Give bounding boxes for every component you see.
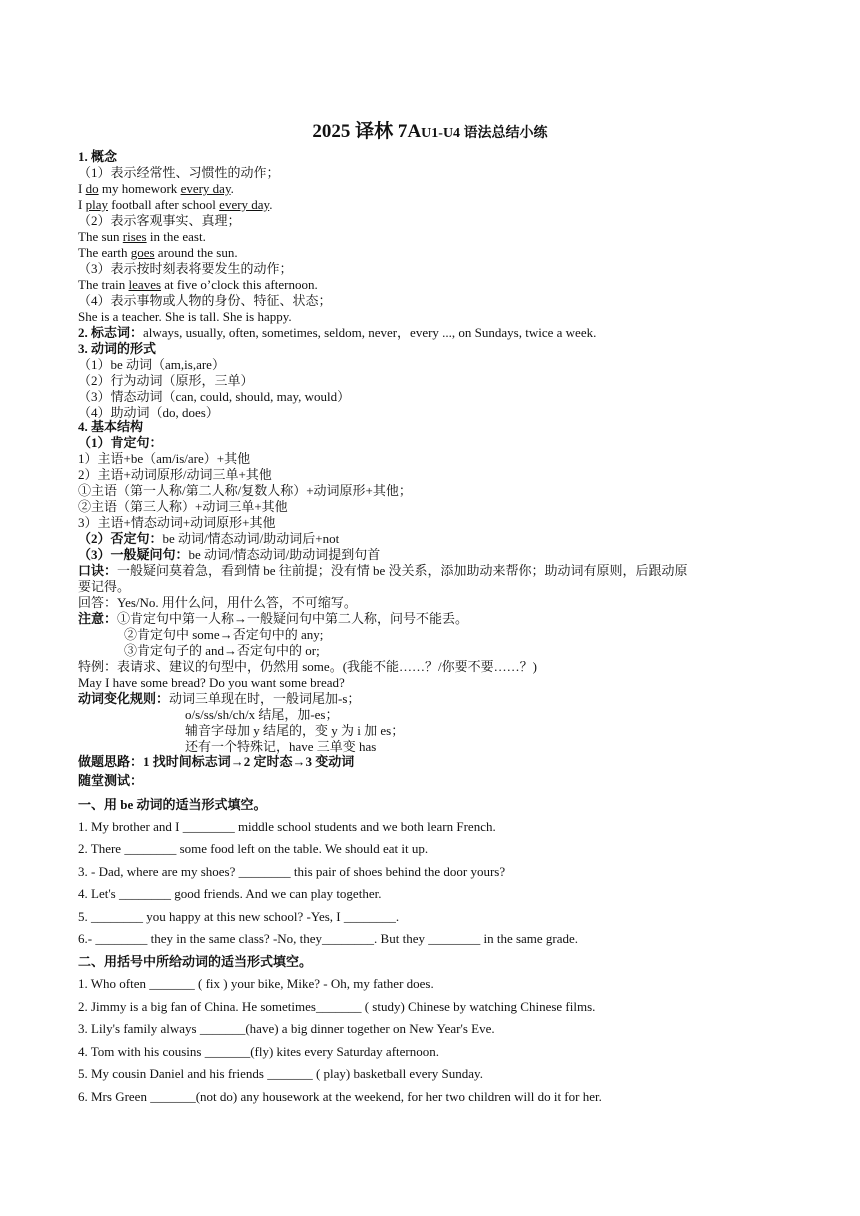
verb-form-item: （2）行为动词（原形，三单） bbox=[78, 373, 254, 388]
section-3-heading: 3. 动词的形式 bbox=[78, 341, 157, 356]
answer-rule: 回答：Yes/No. 用什么问，用什么答，不可缩写。 bbox=[78, 595, 357, 610]
example-sentence: I do my homework every day. bbox=[78, 181, 234, 196]
exercise-item: 3. - Dad, where are my shoes? ________ this pair of shoes behind the door yours? bbox=[78, 864, 506, 879]
signal-words: 2. 标志词：always, usually, often, sometimes, seldom, never，every ..., on Sundays, twice a week. bbox=[78, 325, 597, 340]
note: ③肯定句子的 and→否定句中的 or; bbox=[124, 643, 320, 658]
concept-point-2: （2）表示客观事实、真理； bbox=[78, 213, 241, 228]
example-sentence: The sun rises in the east. bbox=[78, 229, 206, 244]
verb-form-item: （3）情态动词（can, could, should, may, would） bbox=[78, 389, 351, 404]
note: 注意：①肯定句中第一人称→一般疑问句中第二人称，问号不能丢。 bbox=[78, 611, 469, 626]
section-1-heading: 1. 概念 bbox=[78, 149, 118, 164]
exercise-item: 4. Tom with his cousins _______(fly) kites every Saturday afternoon. bbox=[78, 1044, 439, 1059]
verb-change-rule: 辅音字母加 y 结尾的，变 y 为 i 加 es； bbox=[185, 723, 405, 738]
example-sentence: She is a teacher. She is tall. She is happy. bbox=[78, 309, 292, 324]
structure-rule: ②主语（第三人称）+动词三单+其他 bbox=[78, 499, 288, 514]
structure-rule: 1）主语+be（am/is/are）+其他 bbox=[78, 451, 251, 466]
exercise-item: 5. ________ you happy at this new school? -Yes, I ________. bbox=[78, 909, 400, 924]
example-sentence: The train leaves at five o’clock this afternoon. bbox=[78, 277, 318, 292]
structure-rule: 2）主语+动词原形/动词三单+其他 bbox=[78, 467, 272, 482]
example-sentence: I play football after school every day. bbox=[78, 197, 273, 212]
concept-point-4: （4）表示事物或人物的身份、特征、状态； bbox=[78, 293, 332, 308]
example-sentence: May I have some bread? Do you want some bread? bbox=[78, 675, 345, 690]
concept-point-1: （1）表示经常性、习惯性的动作； bbox=[78, 165, 280, 180]
note: ②肯定句中 some→否定句中的 any; bbox=[124, 627, 324, 642]
structure-rule: 3）主语+情态动词+动词原形+其他 bbox=[78, 515, 276, 530]
exercise-item: 5. My cousin Daniel and his friends _______ ( play) basketball every Sunday. bbox=[78, 1066, 483, 1081]
rhyme-continued: 要记得。 bbox=[78, 579, 131, 594]
exercise-item: 4. Let's ________ good friends. And we can play together. bbox=[78, 886, 382, 901]
special-case: 特例：表请求、建议的句型中，仍然用 some。(我能不能……？/你要不要……？) bbox=[78, 659, 537, 674]
verb-form-item: （4）助动词（do, does） bbox=[78, 405, 219, 420]
exercise-item: 1. Who often _______ ( fix ) your bike, Mike? - Oh, my father does. bbox=[78, 976, 434, 991]
affirmative-heading: （1）肯定句： bbox=[78, 435, 163, 450]
verb-form-item: （1）be 动词（am,is,are） bbox=[78, 357, 225, 372]
solving-method: 做题思路：1 找时间标志词→2 定时态→3 变动词 bbox=[78, 754, 355, 769]
verb-change-rule: 还有一个特殊记，have 三单变 has bbox=[185, 739, 377, 754]
exercise-item: 1. My brother and I ________ middle school students and we both learn French. bbox=[78, 819, 496, 834]
question-rule: （3）一般疑问句：be 动词/情态动词/助动词提到句首 bbox=[78, 547, 381, 562]
exercise-item: 2. There ________ some food left on the table. We should eat it up. bbox=[78, 841, 429, 856]
structure-rule: ①主语（第一人称/第二人称/复数人称）+动词原形+其他； bbox=[78, 483, 412, 498]
negative-rule: （2）否定句：be 动词/情态动词/助动词后+not bbox=[78, 531, 340, 546]
exercise-item: 6.- ________ they in the same class? -No, they________. But they ________ in the same grade. bbox=[78, 931, 579, 946]
verb-change-rule: o/s/ss/sh/ch/x 结尾，加-es； bbox=[185, 707, 339, 722]
exercise-1-heading: 一、用 be 动词的适当形式填空。 bbox=[78, 797, 267, 812]
example-sentence: The earth goes around the sun. bbox=[78, 245, 238, 260]
exercise-item: 2. Jimmy is a big fan of China. He sometimes_______ ( study) Chinese by watching Chinese films. bbox=[78, 999, 596, 1014]
exercise-item: 6. Mrs Green _______(not do) any housework at the weekend, for her two children will do it for her. bbox=[78, 1089, 602, 1104]
section-4-heading: 4. 基本结构 bbox=[78, 419, 144, 434]
verb-change-rule: 动词变化规则：动词三单现在时，一般词尾加-s； bbox=[78, 691, 361, 706]
exercise-item: 3. Lily's family always _______(have) a big dinner together on New Year's Eve. bbox=[78, 1021, 495, 1036]
page-title: 2025 译林 7AU1-U4 语法总结小练 bbox=[312, 121, 548, 142]
concept-point-3: （3）表示按时刻表将要发生的动作； bbox=[78, 261, 293, 276]
quiz-label: 随堂测试： bbox=[78, 773, 144, 788]
exercise-2-heading: 二、用括号中所给动词的适当形式填空。 bbox=[78, 954, 313, 969]
rhyme: 口诀：一般疑问莫着急，看到情 be 往前提；没有情 be 没关系，添加助动来帮你；助动词有原则，后跟动原 bbox=[78, 563, 688, 578]
